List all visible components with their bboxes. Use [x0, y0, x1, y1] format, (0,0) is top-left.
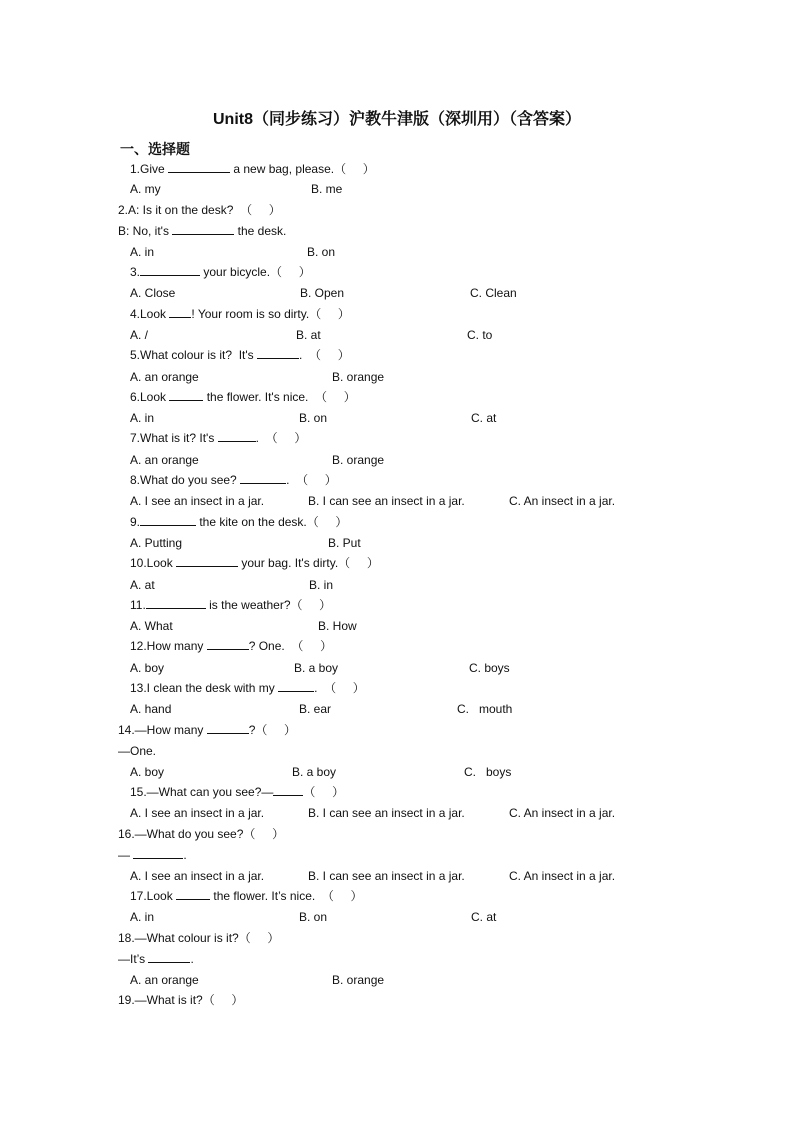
answer-option[interactable]: B. a boy	[294, 661, 339, 675]
question-text: your bicycle.（ ）	[200, 265, 311, 279]
answer-option[interactable]: B. me	[311, 182, 343, 196]
answer-option[interactable]: B. How	[318, 619, 357, 633]
question-text: the kite on the desk.（ ）	[196, 515, 348, 529]
answer-blank[interactable]	[176, 888, 210, 900]
answer-option[interactable]: C. at	[471, 411, 497, 425]
answer-option[interactable]: B. Put	[328, 536, 361, 550]
answer-blank[interactable]	[169, 306, 191, 318]
answer-option[interactable]: B. at	[296, 328, 321, 342]
question-text: 10.Look	[130, 556, 177, 570]
question-text: 17.Look	[130, 889, 177, 903]
answer-option[interactable]: B. a boy	[292, 765, 337, 779]
question-line	[118, 930, 279, 946]
question-text: B: No, it's	[118, 224, 173, 238]
answer-option[interactable]: C. to	[467, 328, 493, 342]
question-line	[118, 722, 296, 738]
question-text: is the weather?（ ）	[205, 598, 332, 612]
answer-option[interactable]: A. an orange	[130, 370, 199, 384]
answer-blank[interactable]	[148, 951, 190, 963]
question-subline	[118, 847, 187, 863]
question-line	[130, 430, 306, 446]
question-text: the flower. It’s nice. （ ）	[210, 889, 363, 903]
answer-option[interactable]: A. hand	[130, 702, 172, 716]
answer-blank[interactable]	[207, 722, 249, 734]
question-line	[130, 514, 347, 530]
question-text: 14.—How many	[118, 723, 207, 737]
answer-option[interactable]: A. boy	[130, 765, 165, 779]
answer-blank[interactable]	[278, 680, 314, 692]
question-text: the desk.	[234, 224, 287, 238]
answer-option[interactable]: C. at	[471, 910, 497, 924]
question-text: —It’s	[118, 952, 149, 966]
answer-option[interactable]: A. in	[130, 411, 155, 425]
answer-blank[interactable]	[140, 514, 196, 526]
answer-option[interactable]: A. boy	[130, 661, 165, 675]
answer-option[interactable]: C. An insect in a jar.	[509, 869, 616, 883]
answer-blank[interactable]	[207, 638, 249, 650]
answer-option[interactable]: B. ear	[299, 702, 332, 716]
question-text: —One.	[118, 744, 157, 758]
question-line	[118, 826, 284, 842]
question-text: ?（ ）	[248, 723, 297, 737]
question-text: 8.What do you see?	[130, 473, 241, 487]
question-line	[130, 597, 331, 613]
question-text: 1.Give	[130, 162, 169, 176]
question-line	[130, 680, 365, 696]
answer-blank[interactable]	[140, 264, 200, 276]
question-line	[130, 306, 350, 322]
question-text: 16.—What do you see?（ ）	[118, 827, 285, 841]
answer-option[interactable]: A. I see an insect in a jar.	[130, 806, 265, 820]
answer-option[interactable]: A. an orange	[130, 453, 199, 467]
question-text: . （ ）	[255, 431, 307, 445]
answer-option[interactable]: A. my	[130, 182, 161, 196]
answer-option[interactable]: A. Putting	[130, 536, 183, 550]
question-line	[130, 472, 337, 488]
answer-option[interactable]: A. I see an insect in a jar.	[130, 494, 265, 508]
answer-blank[interactable]	[133, 847, 183, 859]
answer-blank[interactable]	[257, 347, 299, 359]
question-text: 9.	[130, 515, 141, 529]
answer-blank[interactable]	[273, 784, 303, 796]
question-text: 6.Look	[130, 390, 170, 404]
answer-option[interactable]: B. I can see an insect in a jar.	[308, 494, 465, 508]
question-line	[118, 992, 243, 1008]
question-text: 13.I clean the desk with my	[130, 681, 279, 695]
document-title: Unit8（同步练习）沪教牛津版（深圳用）（含答案）	[212, 111, 581, 128]
question-line	[130, 888, 363, 904]
question-line	[130, 638, 332, 654]
answer-option[interactable]: B. I can see an insect in a jar.	[308, 806, 465, 820]
answer-option[interactable]: B. on	[299, 411, 328, 425]
answer-option[interactable]: A. in	[130, 910, 155, 924]
answer-option[interactable]: A. in	[130, 245, 155, 259]
question-text: ! Your room is so dirty.（ ）	[191, 307, 350, 321]
answer-option[interactable]: B. on	[307, 245, 336, 259]
question-text: . （ ）	[299, 348, 350, 362]
question-line	[118, 202, 281, 218]
answer-option[interactable]: C. An insect in a jar.	[509, 806, 616, 820]
question-line	[130, 347, 350, 363]
question-line	[130, 161, 375, 177]
question-text: your bag. It's dirty.（ ）	[238, 556, 379, 570]
question-text: 11.	[130, 598, 146, 612]
question-line	[130, 264, 311, 280]
question-text: a new bag, please.（ ）	[230, 162, 375, 176]
question-text: the flower. It's nice. （ ）	[203, 390, 356, 404]
question-text: 7.What is it? It's	[130, 431, 218, 445]
question-text: 4.Look	[130, 307, 170, 321]
question-text: ? One. （ ）	[248, 639, 333, 653]
question-subline	[118, 223, 286, 239]
answer-blank[interactable]	[169, 389, 203, 401]
answer-option[interactable]: A. at	[130, 578, 155, 592]
answer-option[interactable]: B. in	[309, 578, 334, 592]
answer-option[interactable]: B. orange	[332, 973, 385, 987]
question-line	[130, 389, 356, 405]
question-line	[130, 784, 344, 800]
answer-option[interactable]: A. Close	[130, 286, 176, 300]
answer-option[interactable]: B. on	[299, 910, 328, 924]
question-text: 18.—What colour is it?（ ）	[118, 931, 280, 945]
question-text: 12.How many	[130, 639, 207, 653]
answer-option[interactable]: C. boys	[469, 661, 510, 675]
question-text: . （ ）	[286, 473, 337, 487]
question-text: 15.—What can you see?—	[130, 785, 274, 799]
answer-option[interactable]: C. Clean	[470, 286, 517, 300]
answer-option[interactable]: A. I see an insect in a jar.	[130, 869, 265, 883]
answer-option[interactable]: B. orange	[332, 453, 385, 467]
question-text: 5.What colour is it? It's	[130, 348, 258, 362]
question-text: 3.	[130, 265, 141, 279]
question-text: .	[190, 952, 194, 966]
question-text: （ ）	[303, 785, 345, 799]
answer-blank[interactable]	[240, 472, 286, 484]
question-subline	[118, 743, 156, 759]
answer-blank[interactable]	[168, 161, 230, 173]
answer-option[interactable]: A. /	[130, 328, 149, 342]
answer-blank[interactable]	[218, 430, 256, 442]
answer-option[interactable]: C. mouth	[457, 702, 513, 716]
question-text: 19.—What is it?（ ）	[118, 993, 244, 1007]
answer-option[interactable]: A. an orange	[130, 973, 199, 987]
answer-option[interactable]: B. Open	[300, 286, 345, 300]
question-line	[130, 555, 379, 571]
answer-option[interactable]: B. I can see an insect in a jar.	[308, 869, 465, 883]
question-subline	[118, 951, 194, 967]
answer-blank[interactable]	[176, 555, 238, 567]
answer-blank[interactable]	[146, 597, 206, 609]
answer-blank[interactable]	[172, 223, 234, 235]
answer-option[interactable]: C. An insect in a jar.	[509, 494, 616, 508]
answer-option[interactable]: B. orange	[332, 370, 385, 384]
question-text: —	[118, 848, 134, 862]
question-text: .	[183, 848, 187, 862]
question-text: 2.A: Is it on the desk? （ ）	[118, 203, 281, 217]
answer-option[interactable]: C. boys	[464, 765, 512, 779]
section-heading: 一、选择题	[120, 141, 190, 157]
answer-option[interactable]: A. What	[130, 619, 173, 633]
question-text: . （ ）	[314, 681, 365, 695]
